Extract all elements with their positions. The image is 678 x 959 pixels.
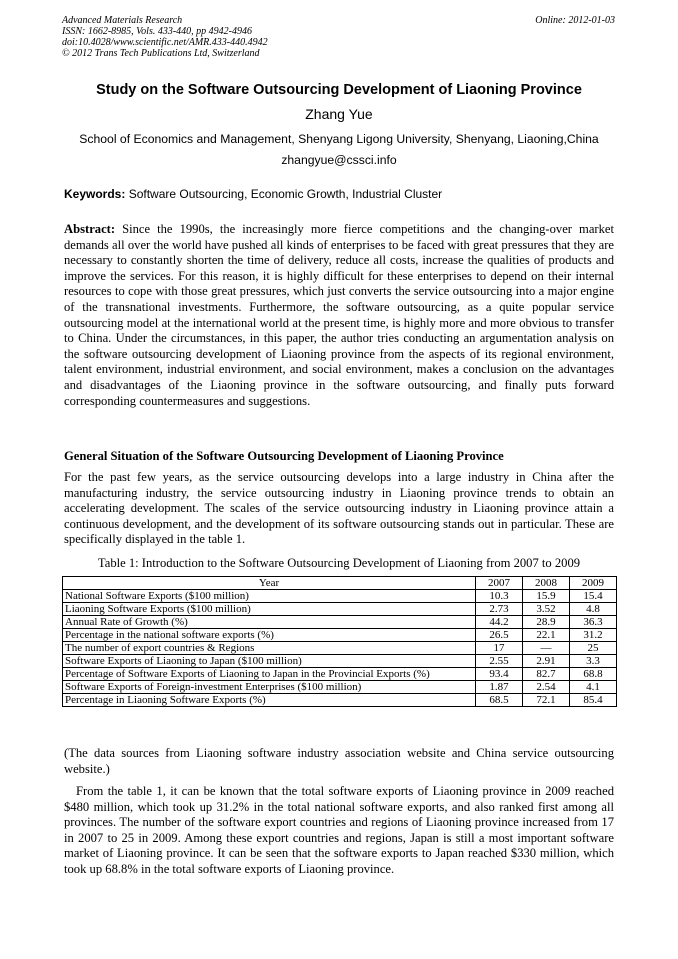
online-date: Online: 2012-01-03	[535, 15, 615, 26]
table-cell: Liaoning Software Exports ($100 million)	[63, 603, 476, 616]
author-name: Zhang Yue	[305, 106, 373, 122]
table-cell: 1.87	[476, 681, 523, 694]
table-cell: 15.4	[570, 590, 617, 603]
section-heading: General Situation of the Software Outsourcing Development of Liaoning Province	[64, 449, 504, 463]
table-caption: Table 1: Introduction to the Software Outsourcing Development of Liaoning from 2007 to 2009	[97, 556, 581, 570]
data-table	[62, 576, 617, 707]
table-row	[63, 694, 617, 707]
table-row	[63, 642, 617, 655]
abstract-text: Since the 1990s, the increasingly more fierce competitions and the changing-over market demands all over the world have pushed all kinds of enterprises to be faced with great pressures that they are necessary to constantly shorten the time of delivery, reduce all costs, increase the qualities of products and improve the services. For this reason, it is highly difficult for these enterprises to depend on their internal resources to cope with those great pressures, which just converts the service outsourcing into a major engine of the transnational investments. Furthermore, the software outsourcing, as a quite popular service outsourcing model at the international world at the present time, is highly more and more obvious to transfer to China. Under the circumstances, in this paper, the author tries conducting an argumentation analysis on the software outsourcing development of Liaoning province from the aspects of its regional environment, talent environment, industrial environment, and social environment, makes a conclusion on the advantages and disadvantages of the Liaoning province in the software outsourcing, and finally puts forward corresponding countermeasures and suggestions.	[64, 222, 614, 408]
table-cell: 68.5	[476, 694, 523, 707]
table-cell: 17	[476, 642, 523, 655]
table-header-cell: Year	[63, 577, 476, 590]
table-cell: Software Exports of Liaoning to Japan ($100 million)	[63, 655, 476, 668]
table-cell: 36.3	[570, 616, 617, 629]
table-cell: Percentage in the national software exports (%)	[63, 629, 476, 642]
keywords-text: Software Outsourcing, Economic Growth, Industrial Cluster	[128, 187, 443, 201]
table-cell: 10.3	[476, 590, 523, 603]
author-email: zhangyue@cssci.info	[281, 153, 397, 167]
table-cell: 4.1	[570, 681, 617, 694]
keywords-label: Keywords:	[64, 187, 126, 201]
table-cell: Annual Rate of Growth (%)	[63, 616, 476, 629]
copyright-line: © 2012 Trans Tech Publications Ltd, Switzerland	[62, 48, 260, 59]
issn-line: ISSN: 1662-8985, Vols. 433-440, pp 4942-4946	[62, 26, 252, 37]
table-row	[63, 590, 617, 603]
body-paragraph-1: For the past few years, as the service outsourcing develops into a large industry in China after the manufacturing industry, the service outsourcing industry in Liaoning province trends to obtain an accelerating development. The scales of the service outsourcing industry in Liaoning province attain a continuous development, and the development of its software outsourcing stands out in particular. These are specifically displayed in the table 1.	[64, 470, 614, 547]
doi-line: doi:10.4028/www.scientific.net/AMR.433-440.4942	[62, 37, 268, 48]
table-cell: The number of export countries & Regions	[63, 642, 476, 655]
keywords	[64, 187, 616, 201]
table-cell: 3.52	[523, 603, 570, 616]
journal-header	[62, 15, 615, 59]
author-affiliation: School of Economics and Management, Shenyang Ligong University, Shenyang, Liaoning,China	[79, 132, 599, 146]
table-cell: Software Exports of Foreign-investment Enterprises ($100 million)	[63, 681, 476, 694]
table-cell: Percentage of Software Exports of Liaoning to Japan in the Provincial Exports (%)	[63, 668, 476, 681]
table-cell: 72.1	[523, 694, 570, 707]
journal-name: Advanced Materials Research	[62, 15, 183, 26]
table-cell: 93.4	[476, 668, 523, 681]
abstract	[64, 222, 614, 409]
table-row	[63, 668, 617, 681]
table-cell: 26.5	[476, 629, 523, 642]
abstract-label: Abstract:	[64, 222, 116, 236]
table-source-note: (The data sources from Liaoning software industry association website and China service outsourcing website.)	[64, 746, 614, 776]
table-row	[63, 681, 617, 694]
table-cell: 3.3	[570, 655, 617, 668]
table-row	[63, 603, 617, 616]
table-cell: 85.4	[570, 694, 617, 707]
table-cell: 4.8	[570, 603, 617, 616]
paper-title: Study on the Software Outsourcing Development of Liaoning Province	[96, 82, 582, 98]
table-cell: 2.73	[476, 603, 523, 616]
body-paragraph-2: From the table 1, it can be known that the total software exports of Liaoning province in 2009 reached $480 million, which took up 31.2% in the total national software exports, and also ranked first among all provinces. The number of the software export countries and regions of Liaoning province increased from 17 in 2007 to 25 in 2009. Among these export countries and regions, Japan is still a most important software market of Liaoning province. It can be seen that the software exports to Japan reached $330 million, which took up 68.8% in the total software exports of Liaoning province.	[64, 784, 614, 876]
table-cell: National Software Exports ($100 million)	[63, 590, 476, 603]
table-header-row	[63, 577, 617, 590]
table-cell: 2.54	[523, 681, 570, 694]
table-cell: 22.1	[523, 629, 570, 642]
table-header-cell: 2008	[523, 577, 570, 590]
table-row	[63, 629, 617, 642]
table-header-cell: 2007	[476, 577, 523, 590]
table-cell: 2.91	[523, 655, 570, 668]
table-row	[63, 655, 617, 668]
table-cell: 44.2	[476, 616, 523, 629]
table-cell: 68.8	[570, 668, 617, 681]
table-row	[63, 616, 617, 629]
table-cell: 2.55	[476, 655, 523, 668]
table-header-cell: 2009	[570, 577, 617, 590]
table-cell: 15.9	[523, 590, 570, 603]
table-cell: 82.7	[523, 668, 570, 681]
table-cell: —	[523, 642, 570, 655]
table-cell: 28.9	[523, 616, 570, 629]
table-cell: Percentage in Liaoning Software Exports (%)	[63, 694, 476, 707]
table-cell: 25	[570, 642, 617, 655]
table-cell: 31.2	[570, 629, 617, 642]
